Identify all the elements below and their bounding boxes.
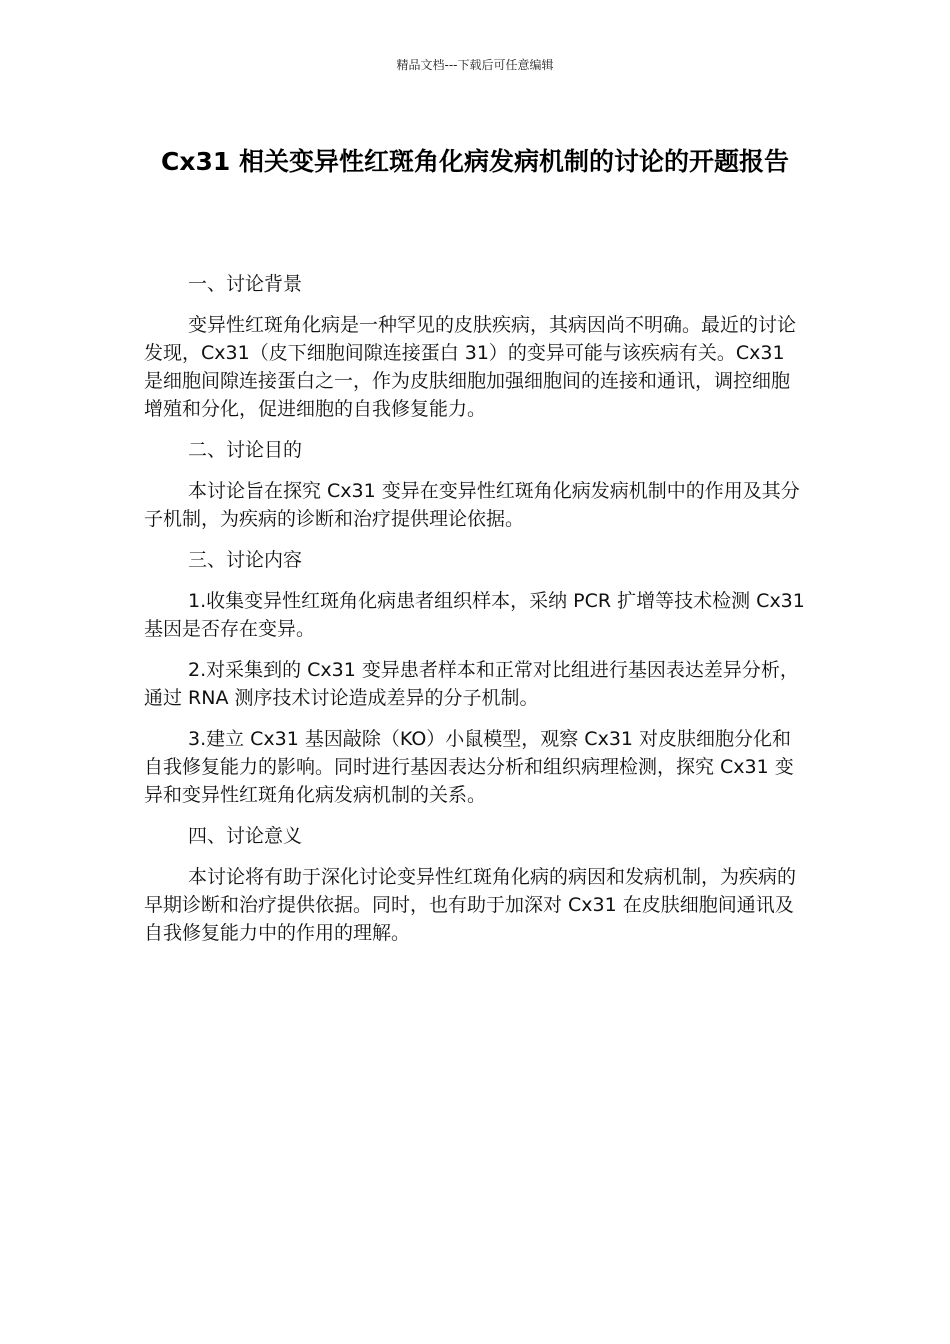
section-heading: 三、讨论内容 [188,549,303,571]
section-heading: 四、讨论意义 [188,825,303,847]
document-body [144,270,806,960]
paragraph: 变异性红斑角化病是一种罕见的皮肤疾病，其病因尚不明确。最近的讨论发现，Cx31（皮下细胞间隙连接蛋白 31）的变异可能与该疾病有关。Cx31 是细胞间隙连接蛋白之一，作为皮肤细胞加强细胞间的连接和通讯，调控细胞增殖和分化，促进细胞的自我修复能力。 [144,314,797,420]
paragraph: 2.对采集到的 Cx31 变异患者样本和正常对比组进行基因表达差异分析，通过 RNA 测序技术讨论造成差异的分子机制。 [144,659,799,709]
paragraph: 1.收集变异性红斑角化病患者组织样本，采纳 PCR 扩增等技术检测 Cx31 基因是否存在变异。 [144,590,805,640]
header-note: 精品文档---下载后可任意编辑 [396,58,554,72]
document-title: Cx31 相关变异性红斑角化病发病机制的讨论的开题报告 [161,147,789,176]
paragraph: 本讨论将有助于深化讨论变异性红斑角化病的病因和发病机制，为疾病的早期诊断和治疗提供依据。同时，也有助于加深对 Cx31 在皮肤细胞间通讯及自我修复能力中的作用的理解。 [144,866,797,944]
section-background [144,270,806,423]
section-heading: 二、讨论目的 [188,439,303,461]
paragraph: 3.建立 Cx31 基因敲除（KO）小鼠模型，观察 Cx31 对皮肤细胞分化和自我修复能力的影响。同时进行基因表达分析和组织病理检测，探究 Cx31 变异和变异性红斑角化病发病机制的关系。 [144,728,794,806]
section-heading: 一、讨论背景 [188,273,303,295]
section-significance [144,822,806,947]
paragraph: 本讨论旨在探究 Cx31 变异在变异性红斑角化病发病机制中的作用及其分子机制，为疾病的诊断和治疗提供理论依据。 [144,480,800,530]
section-content [144,546,806,809]
section-purpose [144,436,806,533]
